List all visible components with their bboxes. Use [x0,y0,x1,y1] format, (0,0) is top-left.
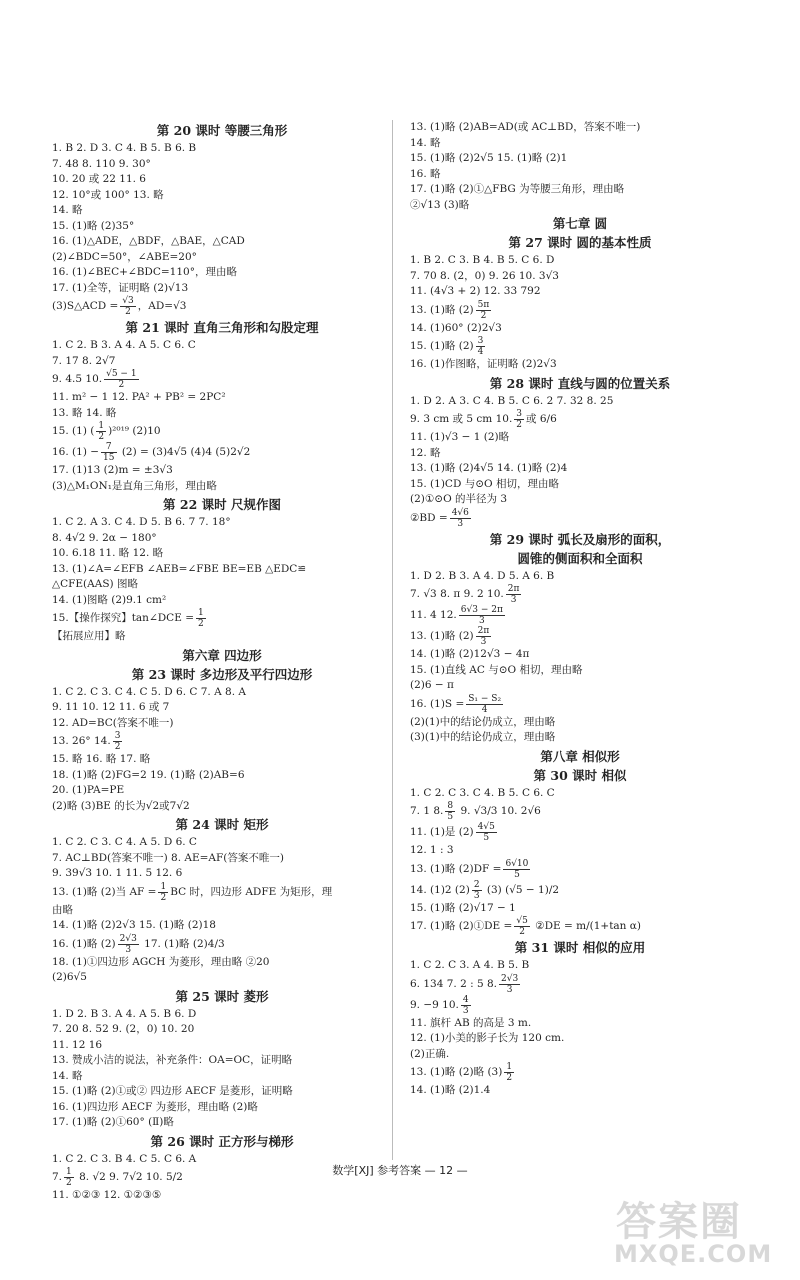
fraction-numerator: 4√5 [477,822,495,832]
answer-text: 14. (1)2 (2) [410,883,470,896]
answer-line: (2)略 (3)BE 的长为√2或7√2 [52,799,190,812]
fraction [499,974,520,995]
answer-line: 12. AD=BC(答案不唯一) [52,716,174,729]
answer-line: (3)(1)中的结论仍成立，理由略 [410,731,556,743]
answer-line: 15. (1)略 (2)√17 − 1 [410,901,516,914]
answer-text: 7. 1 8. [410,804,444,817]
answer-text: 15.【操作探究】tan∠DCE = [52,611,194,624]
answer-line: 1. C 2. B 3. A 4. A 5. C 6. C [52,339,196,351]
answer-text: 7. [52,1170,63,1183]
answer-line: 1. C 2. C 3. A 4. B 5. B [410,959,530,971]
fraction-denominator: 5 [483,833,490,843]
answer-text: 9. 3 cm 或 5 cm 10. [410,412,513,425]
answer-text: ②BD = [410,511,448,524]
fraction-denominator: 5 [447,812,454,822]
answer-text: ，AD=√3 [137,299,187,312]
answer-line-fraction [52,882,392,903]
section-heading: 第八章 相似形 [540,748,620,764]
answer-line-fraction [410,801,750,822]
answer-text: 或 6/6 [526,412,557,425]
answer-line: 15. (1)略 (2)2√5 15. (1)略 (2)1 [410,152,568,164]
answer-line: ②√13 (3)略 [410,198,470,211]
answer-line: 1. D 2. B 3. A 4. A 5. B 6. D [52,1007,197,1020]
answer-line: 16. 略 [410,167,441,180]
fraction [196,608,206,629]
section-heading: 第六章 四边形 [182,647,262,663]
section-heading: 圆锥的侧面积和全面积 [517,550,643,566]
fraction-numerator: 4 [462,994,469,1005]
watermark-text: 答案圈 [616,1199,742,1245]
page-footer: 数学[XJ] 参考答案 — 12 — [332,1164,468,1177]
answer-line: 15. (1)略 (2)①或② 四边形 AECF 是菱形，证明略 [52,1085,293,1097]
fraction-numerator: 2√3 [119,933,137,944]
section-heading: 第 31 课时 相似的应用 [514,940,646,955]
fraction-denominator: 3 [473,890,480,901]
answer-line: 14. (1)略 (2)2√3 15. (1)略 (2)18 [52,919,216,931]
fraction-denominator: 2 [516,420,523,430]
answer-line: 1. B 2. D 3. C 4. B 5. B 6. B [52,142,197,154]
answer-line: 8. 4√2 9. 2α − 180° [52,531,157,544]
fraction-denominator: 2 [160,892,167,903]
answer-text: (3)S△ACD = [52,299,119,312]
fraction-numerator: 2π [507,584,520,594]
fraction [476,300,492,321]
fraction-numerator: 3 [477,336,484,346]
fraction [101,442,116,463]
answer-line: 15. (1)略 (2)35° [52,219,135,232]
answer-line: 9. 11 10. 12 11. 6 或 7 [52,701,170,713]
answer-line: 12. (1)小美的影子长为 120 cm. [410,1032,565,1044]
fraction-denominator: 3 [457,518,464,529]
answer-line-fraction [52,421,392,442]
fraction-numerator: 1 [66,1167,72,1177]
answer-text: 9. 4.5 10. [52,372,103,385]
answer-text: (2) = (3)4√5 (4)4 (5)2√2 [118,445,251,458]
fraction-numerator: 6√3 − 2π [460,605,503,615]
fraction-numerator: S₁ − S₂ [468,693,502,704]
answer-text: 13. (1)略 (2) [410,303,474,316]
fraction-numerator: √3 [122,296,134,306]
answer-line: 18. (1)①四边形 AGCH 为菱形，理由略 ②20 [52,955,270,968]
fraction-numerator: √5 − 1 [106,369,137,379]
answer-line: 1. C 2. C 3. C 4. C 5. D 6. C 7. A 8. A [52,685,246,698]
answer-line: 11. ①②③ 12. ①②③⑤ [52,1189,162,1201]
fraction-numerator: 2 [473,879,480,890]
fraction [461,995,471,1016]
answer-line: 7. AC⊥BD(答案不唯一) 8. AE=AF(答案不唯一) [52,851,284,864]
fraction-numerator: 1 [198,608,204,618]
answer-line-fraction [410,584,750,605]
answer-line-fraction [52,369,392,390]
fraction-denominator: 2 [98,432,105,442]
answer-line: 7. 70 8. (2，0) 9. 26 10. 3√3 [410,269,559,282]
answer-text: 16. (1) − [52,445,100,458]
answer-line: 16. (1)四边形 AECF 为菱形，理由略 (2)略 [52,1100,258,1113]
answer-line-fraction [410,974,750,995]
section-heading: 第 29 课时 弧长及扇形的面积， [489,531,671,547]
answer-line: 15. (1)CD 与⊙O 相切，理由略 [410,477,559,490]
fraction-numerator: 4√6 [451,507,469,518]
answer-line: 13. 赞成小洁的说法，补充条件：OA=OC，证明略 [52,1054,293,1066]
answer-text: 13. 26° 14. [52,734,111,747]
answer-line: 7. 48 8. 110 9. 30° [52,157,151,170]
answer-text: 9. −9 10. [410,998,459,1011]
fraction [476,822,497,843]
answer-line: 1. C 2. A 3. C 4. D 5. B 6. 7 7. 18° [52,516,231,528]
fraction [504,1062,514,1083]
answer-line-fraction [410,409,750,430]
fraction [450,508,471,529]
right-answer-column [410,120,750,1160]
fraction-numerator: 5π [477,299,490,310]
answer-text: 8. √2 9. 7√2 10. 5/2 [75,1170,183,1183]
section-heading: 第 24 课时 矩形 [175,817,269,832]
answer-line: 13. (1)略 (2)AB=AD(或 AC⊥BD，答案不唯一) [410,121,641,133]
answer-line-fraction [410,916,750,937]
fraction-numerator: 1 [98,421,105,431]
left-answer-column [52,120,392,1201]
section-heading: 第 23 课时 多边形及平行四边形 [131,666,313,682]
answer-line-fraction [410,995,750,1016]
fraction [96,421,106,442]
answer-line: 1. D 2. B 3. A 4. D 5. A 6. B [410,569,555,582]
answer-line: 15. 略 16. 略 17. 略 [52,753,151,765]
answer-line: 11. 旗杆 AB 的高是 3 m. [410,1016,532,1029]
answer-line: 1. D 2. A 3. C 4. B 5. C 6. 2 7. 32 8. 25 [410,394,614,407]
fraction-numerator: 8 [447,801,454,811]
answer-line: 11. m² − 1 12. PA² + PB² = 2PC² [52,391,226,403]
answer-line: 16. (1)作图略，证明略 (2)2√3 [410,358,557,370]
answer-line-fraction [410,300,750,321]
answer-line: (2)6√5 [52,971,87,983]
answer-line: 9. 39√3 10. 1 11. 5 12. 6 [52,867,183,879]
fraction [113,731,123,752]
answer-line: 1. C 2. C 3. C 4. A 5. D 6. C [52,836,197,848]
section-heading: 第 30 课时 相似 [533,767,627,783]
answer-text: 15. (1)略 (2) [410,339,474,352]
fraction-denominator: 2 [114,742,121,752]
answer-text: 17. (1)略 (2)①DE = [410,919,513,932]
answer-line-fraction [410,1062,750,1083]
answer-line: 7. 17 8. 2√7 [52,354,116,367]
answer-line-fraction [410,508,750,529]
answer-line: 12. 1 : 3 [410,844,454,856]
answer-text: 16. (1)略 (2) [52,937,116,950]
answer-line: △CFE(AAS) 图略 [52,578,138,590]
fraction [104,369,138,390]
fraction-numerator: 2√3 [501,973,519,984]
answer-line: (2)∠BDC=50°，∠ABE=20° [52,250,197,263]
answer-line: 12. 略 [410,446,441,459]
answer-line: 1. C 2. C 3. C 4. B 5. C 6. C [410,786,555,799]
answer-line: (2)①⊙O 的半径为 3 [410,493,508,505]
fraction [459,605,505,626]
fraction-denominator: 2 [506,1073,513,1083]
answer-text: BC 时，四边形 ADFE 为矩形，理 [170,885,333,898]
answer-line-fraction [410,336,750,357]
answer-line: 14. 略 [410,136,441,149]
fraction-denominator: 3 [125,944,132,955]
answer-line: 13. (1)略 (2)4√5 14. (1)略 (2)4 [410,462,568,474]
answer-line: 17. (1)全等，证明略 (2)√13 [52,281,189,294]
fraction [476,336,486,357]
section-heading: 第 25 课时 菱形 [175,988,269,1004]
fraction-denominator: 2 [198,619,204,629]
answer-line-fraction [52,442,392,463]
section-heading: 第 22 课时 尺规作图 [163,497,281,512]
answer-line: 14. (1)60° (2)2√3 [410,321,502,334]
answer-line: 由略 [52,903,73,916]
fraction [506,584,522,605]
answer-line: 15. (1)直线 AC 与⊙O 相切，理由略 [410,663,583,676]
answer-line: (2)正确. [410,1047,450,1060]
answer-line: 17. (1)略 (2)①60° (Ⅱ)略 [52,1116,174,1128]
section-heading: 第七章 圆 [552,216,608,231]
fraction-denominator: 3 [462,1005,469,1016]
answer-line: 20. (1)PA=PE [52,784,125,796]
answer-line: 10. 6.18 11. 略 12. 略 [52,547,164,559]
fraction-denominator: 3 [506,984,513,995]
answer-line: 11. 12 16 [52,1038,103,1051]
fraction-denominator: 4 [477,347,484,357]
watermark-url: MXQE.COM [614,1240,773,1268]
answer-line: 14. 略 [52,204,83,216]
answer-line: 7. 20 8. 52 9. (2，0) 10. 20 [52,1023,195,1035]
answer-text: ②DE = m/(1+tan α) [531,919,641,932]
fraction-numerator: 1 [160,881,167,892]
answer-line-fraction [52,731,392,752]
answer-line: 14. (1)略 (2)12√3 − 4π [410,648,530,660]
fraction-numerator: 3 [114,731,121,741]
answer-line: 13. (1)∠A=∠EFB ∠AEB=∠FBE BE=EB △EDC≌ [52,562,307,575]
answer-line: 14. (1)略 (2)1.4 [410,1084,491,1096]
fraction-denominator: 3 [478,616,485,626]
fraction-denominator: 3 [510,595,517,605]
answer-text: 17. (1)略 (2)4/3 [140,937,225,950]
fraction-denominator: 2 [519,927,525,937]
watermark-logo [610,1190,790,1270]
answer-line: 11. (4√3 + 2) 12. 33 792 [410,285,541,297]
answer-text: )²⁰¹⁹ (2)10 [108,424,161,437]
fraction [120,296,135,317]
fraction [466,694,503,715]
answer-line: 13. 略 14. 略 [52,406,117,419]
fraction-denominator: 5 [514,869,520,880]
fraction [118,934,139,955]
answer-line: 17. (1)13 (2)m = ±3√3 [52,464,173,476]
fraction-numerator: 2π [477,626,490,636]
section-heading: 第 27 课时 圆的基本性质 [508,235,652,250]
answer-line-fraction [410,880,750,901]
answer-line: 11. (1)√3 − 1 (2)略 [410,431,510,443]
answer-text: 7. √3 8. π 9. 2 10. [410,587,504,600]
fraction-numerator: 6√10 [505,858,529,869]
answer-line-fraction [52,608,392,629]
answer-line: 16. (1)△ADE，△BDF，△BAE，△CAD [52,235,245,247]
answer-text: 11. (1)是 (2) [410,825,474,838]
answer-line-fraction [52,296,392,317]
answer-text: 13. (1)略 (2) [410,629,474,642]
fraction [503,859,530,880]
answer-line: 17. (1)略 (2)①△FBG 为等腰三角形，理由略 [410,183,625,195]
fraction-denominator: 3 [480,637,487,647]
answer-line: 10. 20 或 22 11. 6 [52,173,146,185]
answer-line-fraction [410,626,750,647]
answer-line: 14. 略 [52,1069,83,1082]
answer-line: (2)(1)中的结论仍成立，理由略 [410,715,556,728]
answer-line-fraction [410,694,750,715]
answer-text: 13. (1)略 (2)当 AF = [52,885,157,898]
fraction [472,880,482,901]
answer-line-fraction [52,934,392,955]
fraction [514,916,529,937]
fraction-denominator: 2 [480,310,487,321]
fraction-numerator: 1 [506,1062,513,1072]
answer-line: 【拓展应用】略 [52,630,126,642]
answer-text: 16. (1)S = [410,697,465,710]
answer-line: 1. B 2. C 3. B 4. B 5. C 6. D [410,254,555,266]
fraction [514,409,524,430]
fraction-denominator: 4 [481,704,488,715]
answer-line: 1. C 2. C 3. B 4. C 5. C 6. A [52,1152,197,1165]
fraction-denominator: 2 [66,1178,72,1188]
section-heading: 第 28 课时 直线与圆的位置关系 [489,375,671,391]
answer-line: 18. (1)略 (2)FG=2 19. (1)略 (2)AB=6 [52,768,245,781]
answer-text: 9. √3/3 10. 2√6 [457,804,541,817]
answer-line-fraction [410,859,750,880]
fraction-denominator: 2 [125,307,131,317]
answer-line: (3)△M₁ON₁是直角三角形，理由略 [52,479,217,492]
fraction [445,801,455,822]
answer-line: 12. 10°或 100° 13. 略 [52,188,164,201]
answer-line-fraction [410,605,750,626]
fraction-numerator: √5 [516,916,528,926]
answer-line-fraction [410,822,750,843]
answer-line: 16. (1)∠BEC+∠BDC=110°，理由略 [52,266,237,278]
section-heading: 第 20 课时 等腰三角形 [156,123,288,138]
column-divider [392,120,393,1160]
answer-line: (2)6 − π [410,679,454,691]
section-heading: 第 26 课时 正方形与梯形 [150,1133,294,1149]
answer-line: 14. (1)图略 (2)9.1 cm² [52,593,167,606]
answer-text: 11. 4 12. [410,608,457,621]
answer-text: 6. 134 7. 2 : 5 8. [410,977,498,990]
fraction [476,626,492,647]
answer-text: 13. (1)略 (2)DF = [410,862,502,875]
answer-text: 15. (1) ( [52,424,95,437]
fraction [158,882,168,903]
answer-text: (3) (√5 − 1)/2 [483,883,560,896]
fraction-numerator: 3 [516,409,523,419]
answer-text: 13. (1)略 (2)略 (3) [410,1065,503,1078]
fraction-denominator: 2 [118,380,125,390]
fraction-denominator: 15 [103,453,115,463]
section-heading: 第 21 课时 直角三角形和勾股定理 [125,320,319,335]
fraction-numerator: 7 [101,442,116,453]
